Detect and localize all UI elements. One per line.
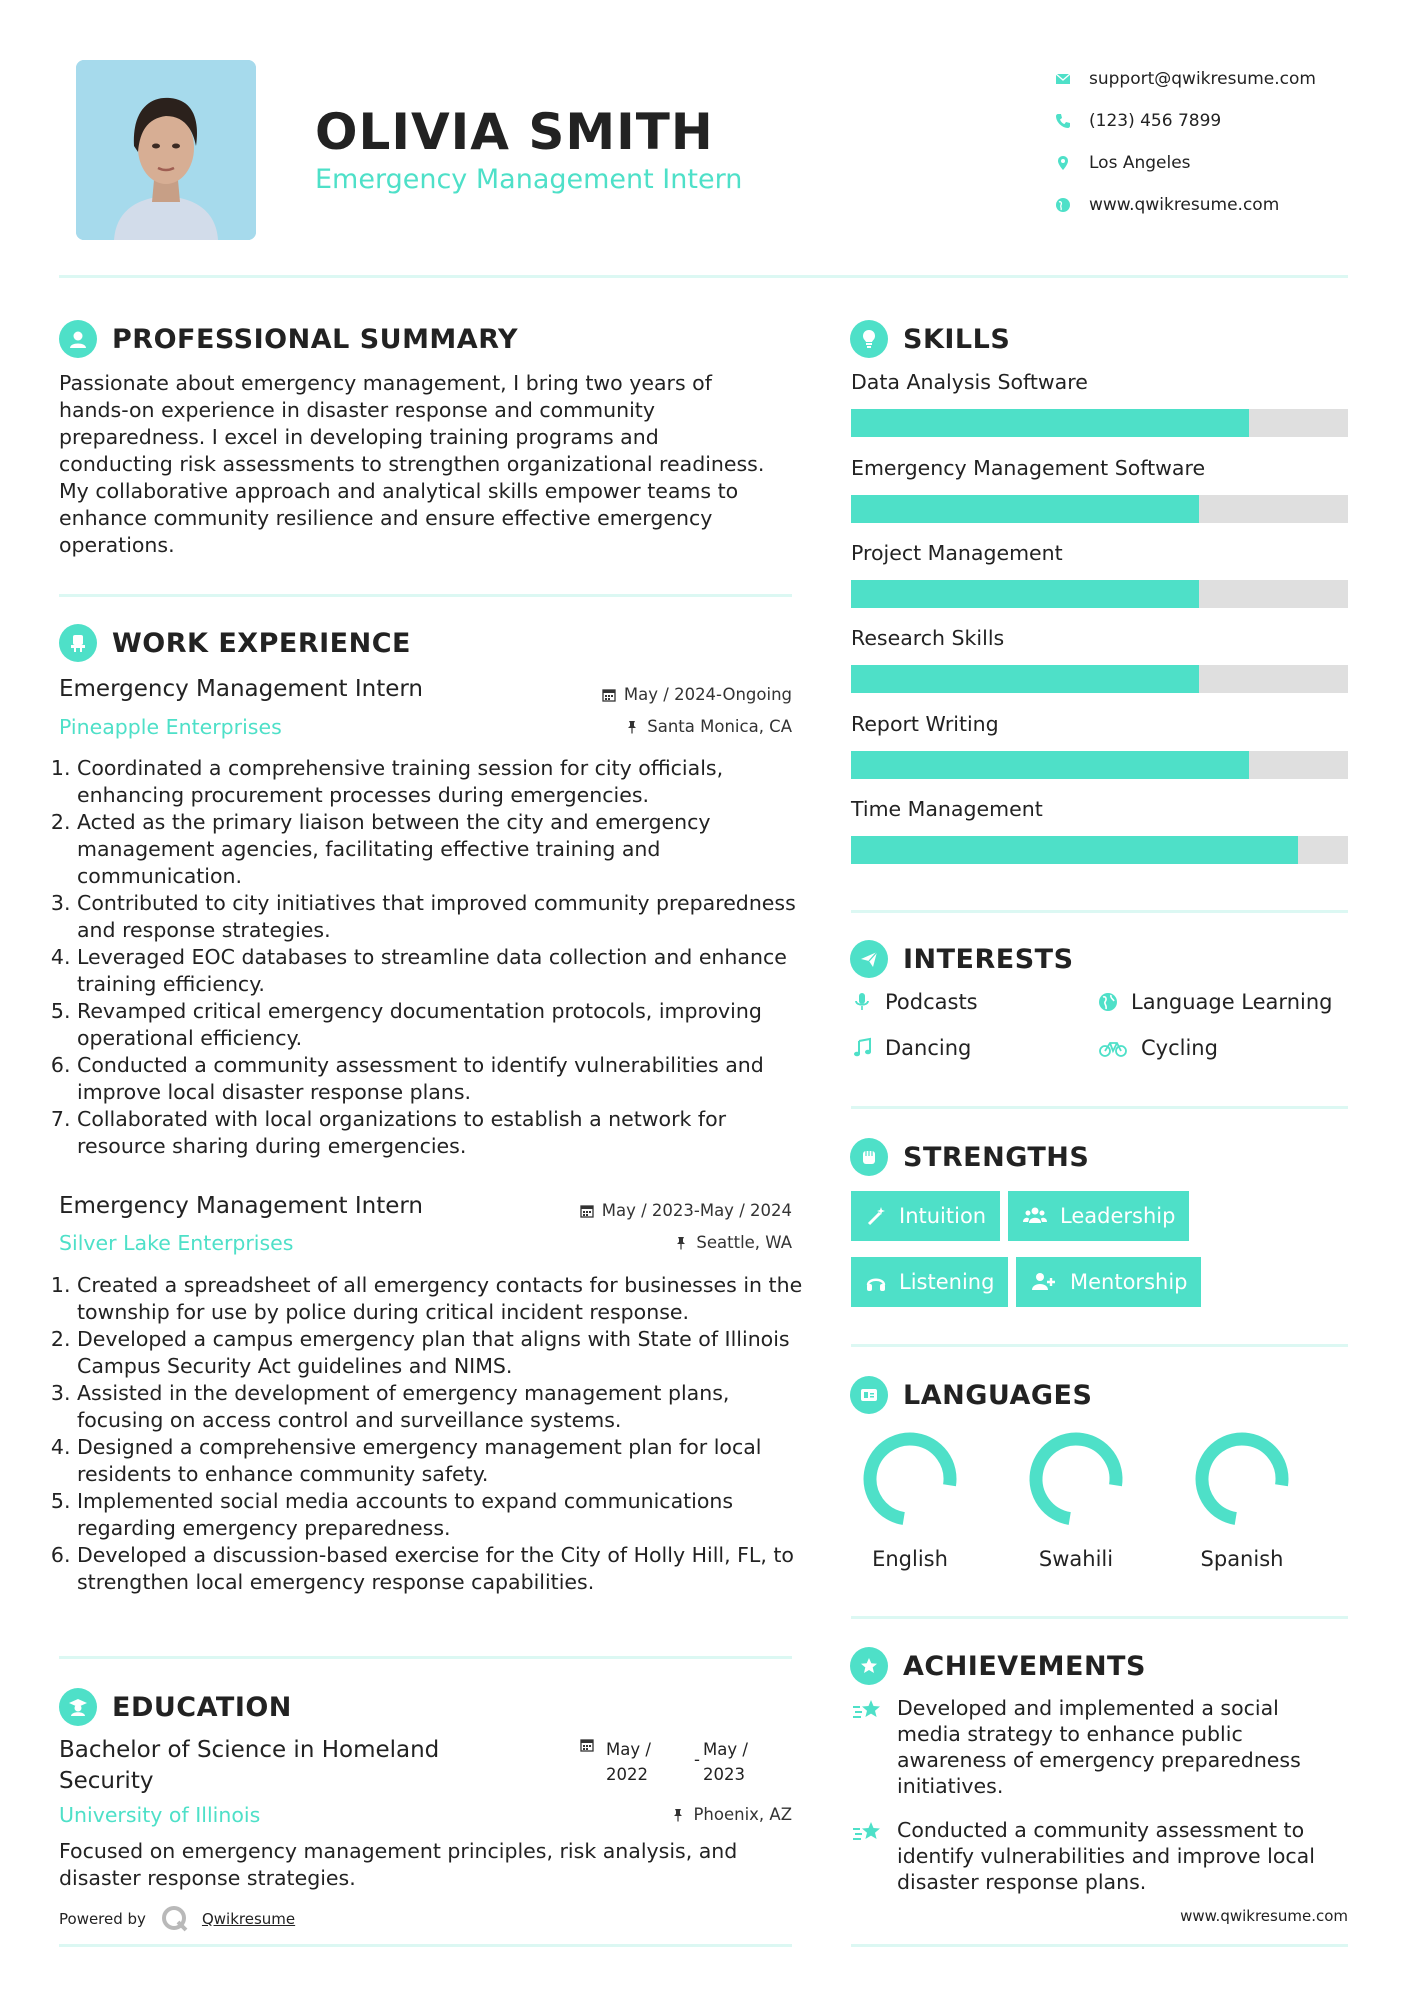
- list-item: 2. Acted as the primary liaison between the city and emergency management agencies, facilitating effective training and communication.: [77, 809, 804, 890]
- globe-icon: [1097, 991, 1119, 1013]
- contact-website[interactable]: www.qwikresume.com: [1055, 184, 1316, 226]
- powered-by: Powered by Qwikresume: [59, 1904, 295, 1934]
- pushpin-icon: [674, 1236, 688, 1250]
- profile-photo: [76, 60, 256, 240]
- education-start-date: May / 2022: [606, 1740, 651, 1784]
- strength-intuition: Intuition: [851, 1191, 1000, 1241]
- list-item: 4. Leveraged EOC databases to streamline data collection and enhance training efficiency.: [77, 944, 804, 998]
- degree-title: Bachelor of Science in Homeland Security: [59, 1737, 440, 1794]
- list-item: 6. Developed a discussion-based exercise for the City of Holly Hill, FL, to strengthen local emergency response capabilities.: [77, 1542, 804, 1596]
- map-pin-icon: [1055, 153, 1089, 173]
- calendar-icon: [580, 1738, 594, 1752]
- list-item: 5. Revamped critical emergency documentation protocols, improving operational efficiency.: [77, 998, 804, 1052]
- list-item: 4. Designed a comprehensive emergency management plan for local residents to enhance community safety.: [77, 1434, 804, 1488]
- list-item: 7. Collaborated with local organizations to establish a network for resource sharing during emergencies.: [77, 1106, 804, 1160]
- interest-podcasts: Podcasts: [851, 990, 978, 1014]
- education-location: Phoenix, AZ: [560, 1805, 792, 1824]
- skill-bar-track: [851, 409, 1348, 437]
- education-date-dash: -: [694, 1750, 700, 1769]
- strength-mentorship: Mentorship: [1016, 1257, 1201, 1307]
- candidate-name: OLIVIA SMITH: [315, 103, 714, 161]
- language-ring: [862, 1431, 958, 1527]
- paper-plane-icon: [850, 940, 888, 978]
- interests-heading: INTERESTS: [850, 940, 1074, 978]
- shooting-star-icon: [851, 1819, 885, 1847]
- achievement-item: Developed and implemented a social media strategy to enhance public awareness of emergency preparedness initiatives.: [851, 1695, 1301, 1799]
- language-spanish: Spanish: [1182, 1431, 1302, 1571]
- list-item: 3. Assisted in the development of emergency management plans, focusing on access control and surveillance systems.: [77, 1380, 804, 1434]
- job-2-bullets: [59, 1272, 804, 1596]
- magic-wand-icon: [865, 1205, 887, 1227]
- strength-leadership: Leadership: [1008, 1191, 1189, 1241]
- skill-bar-fill: [851, 665, 1199, 693]
- skill-bar-track: [851, 751, 1348, 779]
- interest-language-learning: Language Learning: [1097, 990, 1332, 1014]
- skills-heading: SKILLS: [850, 320, 1010, 358]
- pushpin-icon: [671, 1808, 685, 1822]
- summary-text: Passionate about emergency management, I bring two years of hands-on experience in disaster response and community preparedness. I excel in developing training programs and conducting risk assessments to strengthen organizational readiness. My collaborative approach and analytical skills empower teams to enhance community resilience and ensure effective emergency operations.: [59, 371, 765, 557]
- skill-label: Data Analysis Software: [851, 370, 1088, 394]
- skill-bar-track: [851, 580, 1348, 608]
- languages-heading: LANGUAGES: [850, 1376, 1092, 1414]
- envelope-icon: [1055, 69, 1089, 89]
- interest-cycling: Cycling: [1097, 1036, 1218, 1060]
- skill-bar-track: [851, 495, 1348, 523]
- user-plus-icon: [1030, 1271, 1058, 1293]
- contact-block: [1055, 58, 1316, 226]
- summary-divider: [59, 594, 792, 597]
- skill-label: Report Writing: [851, 712, 999, 736]
- fist-icon: [850, 1138, 888, 1176]
- skill-bar-track: [851, 665, 1348, 693]
- skills-divider: [851, 910, 1348, 913]
- calendar-icon: [602, 688, 616, 702]
- pushpin-icon: [625, 720, 639, 734]
- language-ring: [1194, 1431, 1290, 1527]
- list-item: 1. Coordinated a comprehensive training session for city officials, enhancing procurement processes during emergencies.: [77, 755, 804, 809]
- star-badge-icon: [850, 1647, 888, 1685]
- language-card-icon: [850, 1376, 888, 1414]
- skill-label: Time Management: [851, 797, 1043, 821]
- skill-bar-fill: [851, 836, 1298, 864]
- globe-icon: [1055, 195, 1089, 215]
- skill-bar-fill: [851, 580, 1199, 608]
- contact-location: Los Angeles: [1055, 142, 1316, 184]
- job-2-title: Emergency Management Intern: [59, 1193, 424, 1219]
- skill-label: Project Management: [851, 541, 1063, 565]
- work-heading: WORK EXPERIENCE: [59, 624, 411, 662]
- users-icon: [1022, 1205, 1048, 1227]
- phone-icon: [1055, 111, 1089, 131]
- job-1-bullets: [59, 755, 804, 1160]
- headphones-icon: [865, 1271, 887, 1293]
- contact-phone[interactable]: (123) 456 7899: [1055, 100, 1316, 142]
- footer-website[interactable]: www.qwikresume.com: [1180, 1907, 1348, 1925]
- summary-heading: PROFESSIONAL SUMMARY: [59, 320, 518, 358]
- job-2-date: May / 2023-May / 2024: [520, 1201, 792, 1220]
- user-icon: [59, 320, 97, 358]
- job-1-date: May / 2024-Ongoing: [560, 685, 792, 704]
- work-divider: [59, 1656, 792, 1659]
- skill-bar-fill: [851, 495, 1199, 523]
- skill-bar-fill: [851, 409, 1249, 437]
- skill-bar-track: [851, 836, 1348, 864]
- list-item: 5. Implemented social media accounts to expand communications regarding emergency preparedness.: [77, 1488, 804, 1542]
- achievement-item: Conducted a community assessment to identify vulnerabilities and improve local disaster response plans.: [851, 1817, 1315, 1895]
- strengths-heading: STRENGTHS: [850, 1138, 1089, 1176]
- interest-dancing: Dancing: [851, 1036, 971, 1060]
- list-item: 6. Conducted a community assessment to identify vulnerabilities and improve local disaster response plans.: [77, 1052, 804, 1106]
- language-ring: [1028, 1431, 1124, 1527]
- languages-divider: [851, 1616, 1348, 1619]
- job-2-location: Seattle, WA: [560, 1233, 792, 1252]
- microphone-icon: [851, 991, 873, 1013]
- education-end-date: May / 2023: [703, 1740, 748, 1784]
- list-item: 3. Contributed to city initiatives that improved community preparedness and response strategies.: [77, 890, 804, 944]
- skill-label: Emergency Management Software: [851, 456, 1206, 480]
- school-name: University of Illinois: [59, 1803, 261, 1827]
- header-divider: [59, 275, 1348, 278]
- lightbulb-icon: [850, 320, 888, 358]
- interests-divider: [851, 1106, 1348, 1109]
- calendar-icon: [580, 1204, 594, 1218]
- graduate-icon: [59, 1688, 97, 1726]
- job-2-company: Silver Lake Enterprises: [59, 1231, 294, 1255]
- achievements-heading: ACHIEVEMENTS: [850, 1647, 1146, 1685]
- music-note-icon: [851, 1037, 873, 1059]
- language-swahili: Swahili: [1016, 1431, 1136, 1571]
- skill-bar-fill: [851, 751, 1249, 779]
- education-description: Focused on emergency management principles, risk analysis, and disaster response strategies.: [59, 1839, 738, 1890]
- qwikresume-logo-icon: [160, 1904, 190, 1934]
- list-item: 1. Created a spreadsheet of all emergency contacts for businesses in the township for use by police during critical incident response.: [77, 1272, 804, 1326]
- job-1-location: Santa Monica, CA: [560, 717, 792, 736]
- language-english: English: [850, 1431, 970, 1571]
- briefcase-chair-icon: [59, 624, 97, 662]
- job-1-company: Pineapple Enterprises: [59, 715, 282, 739]
- strengths-divider: [851, 1344, 1348, 1347]
- shooting-star-icon: [851, 1697, 885, 1725]
- qwikresume-link[interactable]: Qwikresume: [201, 1910, 296, 1928]
- bicycle-icon: [1097, 1037, 1129, 1059]
- candidate-title: Emergency Management Intern: [315, 164, 743, 195]
- list-item: 2. Developed a campus emergency plan that aligns with State of Illinois Campus Security Act guidelines and NIMS.: [77, 1326, 804, 1380]
- skill-label: Research Skills: [851, 626, 1005, 650]
- contact-email[interactable]: support@qwikresume.com: [1055, 58, 1316, 100]
- job-1-title: Emergency Management Intern: [59, 676, 424, 702]
- achievements-divider: [851, 1944, 1348, 1947]
- strength-listening: Listening: [851, 1257, 1008, 1307]
- education-divider: [59, 1944, 792, 1947]
- education-heading: EDUCATION: [59, 1688, 292, 1726]
